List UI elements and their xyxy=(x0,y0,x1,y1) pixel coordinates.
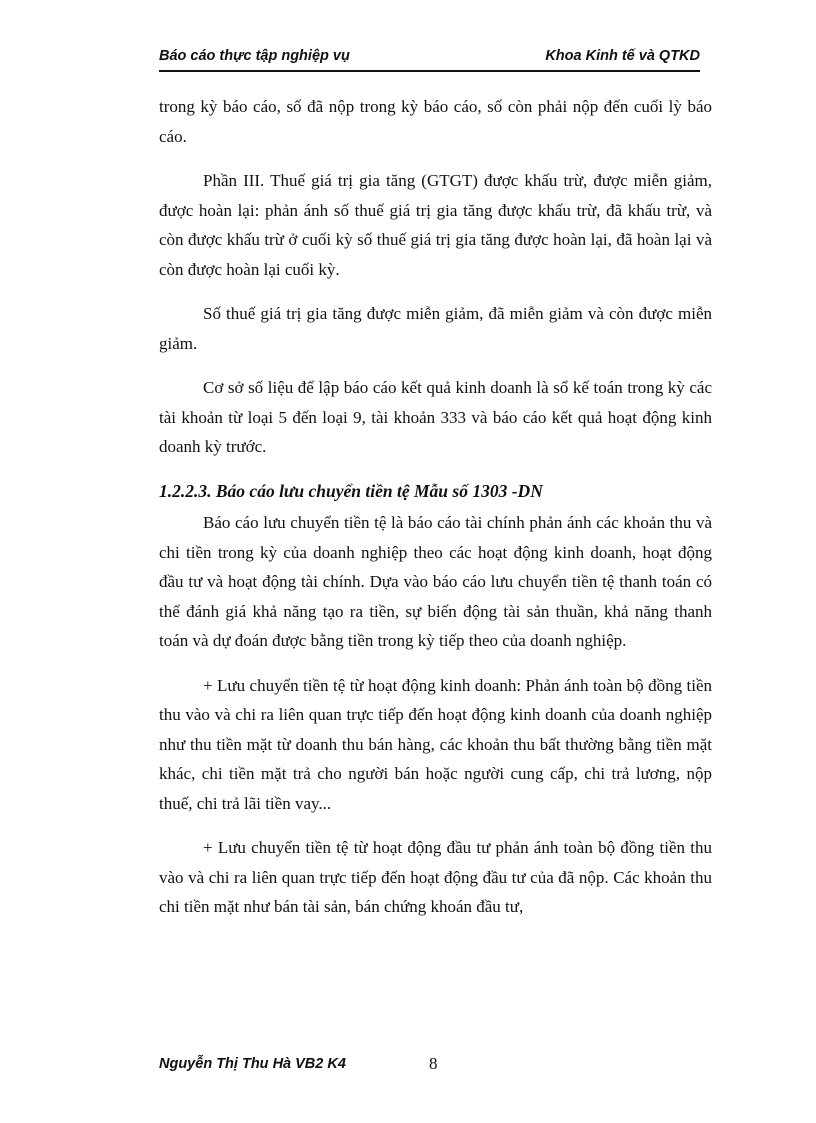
paragraph-part-three: Phần III. Thuế giá trị gia tăng (GTGT) được khấu trừ, được miễn giảm, được hoàn lại: phản ánh số thuế giá trị gia tăng được khấu trừ, đã khấu trừ, và còn được khấu trừ ở cuối kỳ số thuế giá trị gia tăng được hoàn lại, đã hoàn lại và còn được hoàn lại cuối kỳ. xyxy=(159,171,712,279)
paragraph-cash-flow-definition: Báo cáo lưu chuyển tiền tệ là báo cáo tài chính phản ánh các khoản thu và chi tiền trong kỳ của doanh nghiệp theo các hoạt động kinh doanh, hoạt động đầu tư và hoạt động tài chính. Dựa vào báo cáo lưu chuyển tiền tệ thanh toán có thể đánh giá khả năng tạo ra tiền, sự biến động tài sản thuần, khả năng thanh toán và dự đoán được bằng tiền trong kỳ tiếp theo của doanh nghiệp. xyxy=(159,513,712,650)
page-header xyxy=(159,48,700,72)
header-faculty-name: Khoa Kinh tế và QTKD xyxy=(545,48,700,64)
paragraph-continuation: trong kỳ báo cáo, số đã nộp trong kỳ báo cáo, số còn phải nộp đến cuối lỳ báo cáo. xyxy=(159,97,712,146)
paragraph-operating-cash-flow: + Lưu chuyển tiền tệ từ hoạt động kinh doanh: Phản ánh toàn bộ đồng tiền thu vào và chi ra liên quan trực tiếp đến hoạt động kinh doanh của doanh nghiệp như thu tiền mặt từ doanh thu bán hàng, các khoản thu bất thường bằng tiền mặt khác, chi tiền mặt trả cho người bán hoặc người cung cấp, chi trả lương, nộp thuế, chi trả lãi tiền vay... xyxy=(159,675,712,813)
paragraph-tax-exemption: Số thuế giá trị gia tăng được miễn giảm, đã miễn giảm và còn được miễn giảm. xyxy=(159,304,712,353)
document-body xyxy=(159,92,712,937)
paragraph-data-basis: Cơ sở số liệu để lập báo cáo kết quả kinh doanh là sổ kế toán trong kỳ các tài khoản từ loại 5 đến loại 9, tài khoản 333 và báo cáo kết quả hoạt động kinh doanh kỳ trước. xyxy=(159,378,712,456)
paragraph-investing-cash-flow: + Lưu chuyển tiền tệ từ hoạt động đầu tư phản ánh toàn bộ đồng tiền thu vào và chi ra liên quan trực tiếp đến hoạt động đầu tư của đã nộp. Các khoản thu chi tiền mặt như bán tài sản, bán chứng khoán đầu tư, xyxy=(159,838,712,916)
page-number: 8 xyxy=(429,1054,438,1073)
section-heading: 1.2.2.3. Báo cáo lưu chuyển tiền tệ Mẫu số 1303 -DN xyxy=(159,480,543,501)
page-footer xyxy=(159,1054,559,1078)
footer-author: Nguyễn Thị Thu Hà VB2 K4 xyxy=(159,1056,346,1072)
header-report-title: Báo cáo thực tập nghiệp vụ xyxy=(159,48,350,64)
